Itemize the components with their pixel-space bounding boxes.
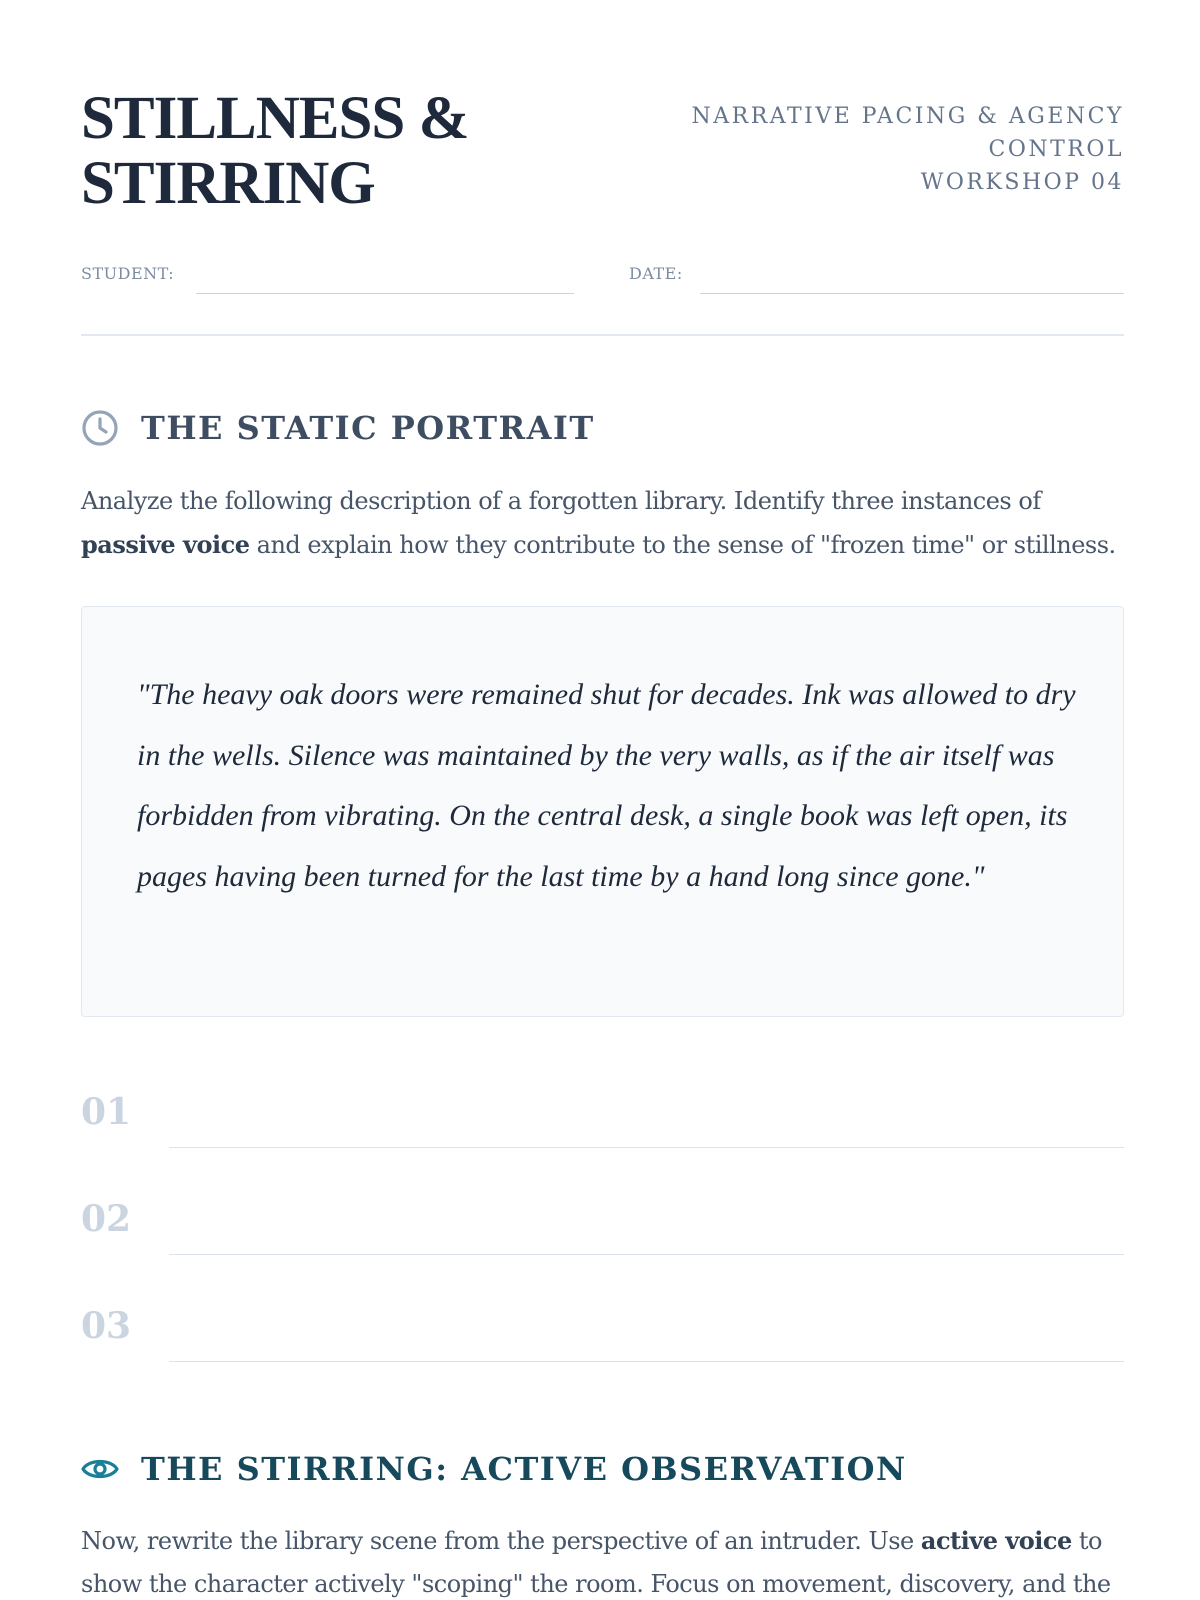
eye-icon <box>81 1450 119 1488</box>
meta-line: NARRATIVE PACING & AGENCY <box>691 104 1124 129</box>
answer-line[interactable] <box>169 1147 1124 1148</box>
instruction-keyword: passive voice <box>81 530 250 559</box>
header-divider <box>81 334 1124 336</box>
answer-row <box>81 1305 1124 1385</box>
page-title <box>81 86 468 216</box>
clock-icon <box>81 409 119 447</box>
worksheet-header <box>81 86 1124 216</box>
section-active-observation-header <box>81 1449 907 1489</box>
answer-line[interactable] <box>169 1361 1124 1362</box>
instruction-keyword: active voice <box>920 1526 1072 1555</box>
answer-row <box>81 1091 1124 1171</box>
answer-line[interactable] <box>169 1254 1124 1255</box>
answer-number: 03 <box>81 1305 132 1347</box>
student-info-fields <box>81 262 1124 296</box>
date-label: DATE: <box>629 264 683 283</box>
date-field[interactable] <box>700 293 1124 294</box>
student-label: STUDENT: <box>81 264 175 283</box>
section-instructions <box>81 480 1124 567</box>
answer-number: 01 <box>81 1091 132 1133</box>
workshop-meta <box>692 100 1124 199</box>
student-name-field[interactable] <box>196 293 574 294</box>
instruction-text: Now, rewrite the library scene from the perspective of an intruder. Use <box>81 1527 921 1555</box>
passage-text: "The heavy oak doors were remained shut for decades. Ink was allowed to dry in the wells. Silence was maintained by the very walls, as if the air itself was forbidden from vibrating. On the central desk, a single book was left open, its pages having been turned for the last time by a hand long since gone." <box>137 678 1076 893</box>
meta-line: WORKSHOP 04 <box>920 170 1124 195</box>
answer-number: 02 <box>81 1198 132 1240</box>
instruction-text: Analyze the following description of a forgotten library. Identify three instances of <box>81 487 1041 515</box>
section-heading: THE STATIC PORTRAIT <box>141 409 595 447</box>
instruction-text: to show the character actively "scoping" the room. Focus on movement, discovery, and the <box>81 1527 1111 1598</box>
section-heading: THE STIRRING: ACTIVE OBSERVATION <box>141 1450 907 1488</box>
passage-box <box>81 606 1124 1017</box>
title-line: STIRRING <box>81 150 375 217</box>
worksheet-page <box>81 0 1124 1600</box>
section-instructions <box>81 1519 1124 1600</box>
instruction-text: and explain how they contribute to the sense of "frozen time" or stillness. <box>249 531 1116 559</box>
title-line: STILLNESS & <box>81 85 469 152</box>
answer-row <box>81 1198 1124 1278</box>
section-static-portrait-header <box>81 408 595 448</box>
meta-line: CONTROL <box>988 137 1124 162</box>
